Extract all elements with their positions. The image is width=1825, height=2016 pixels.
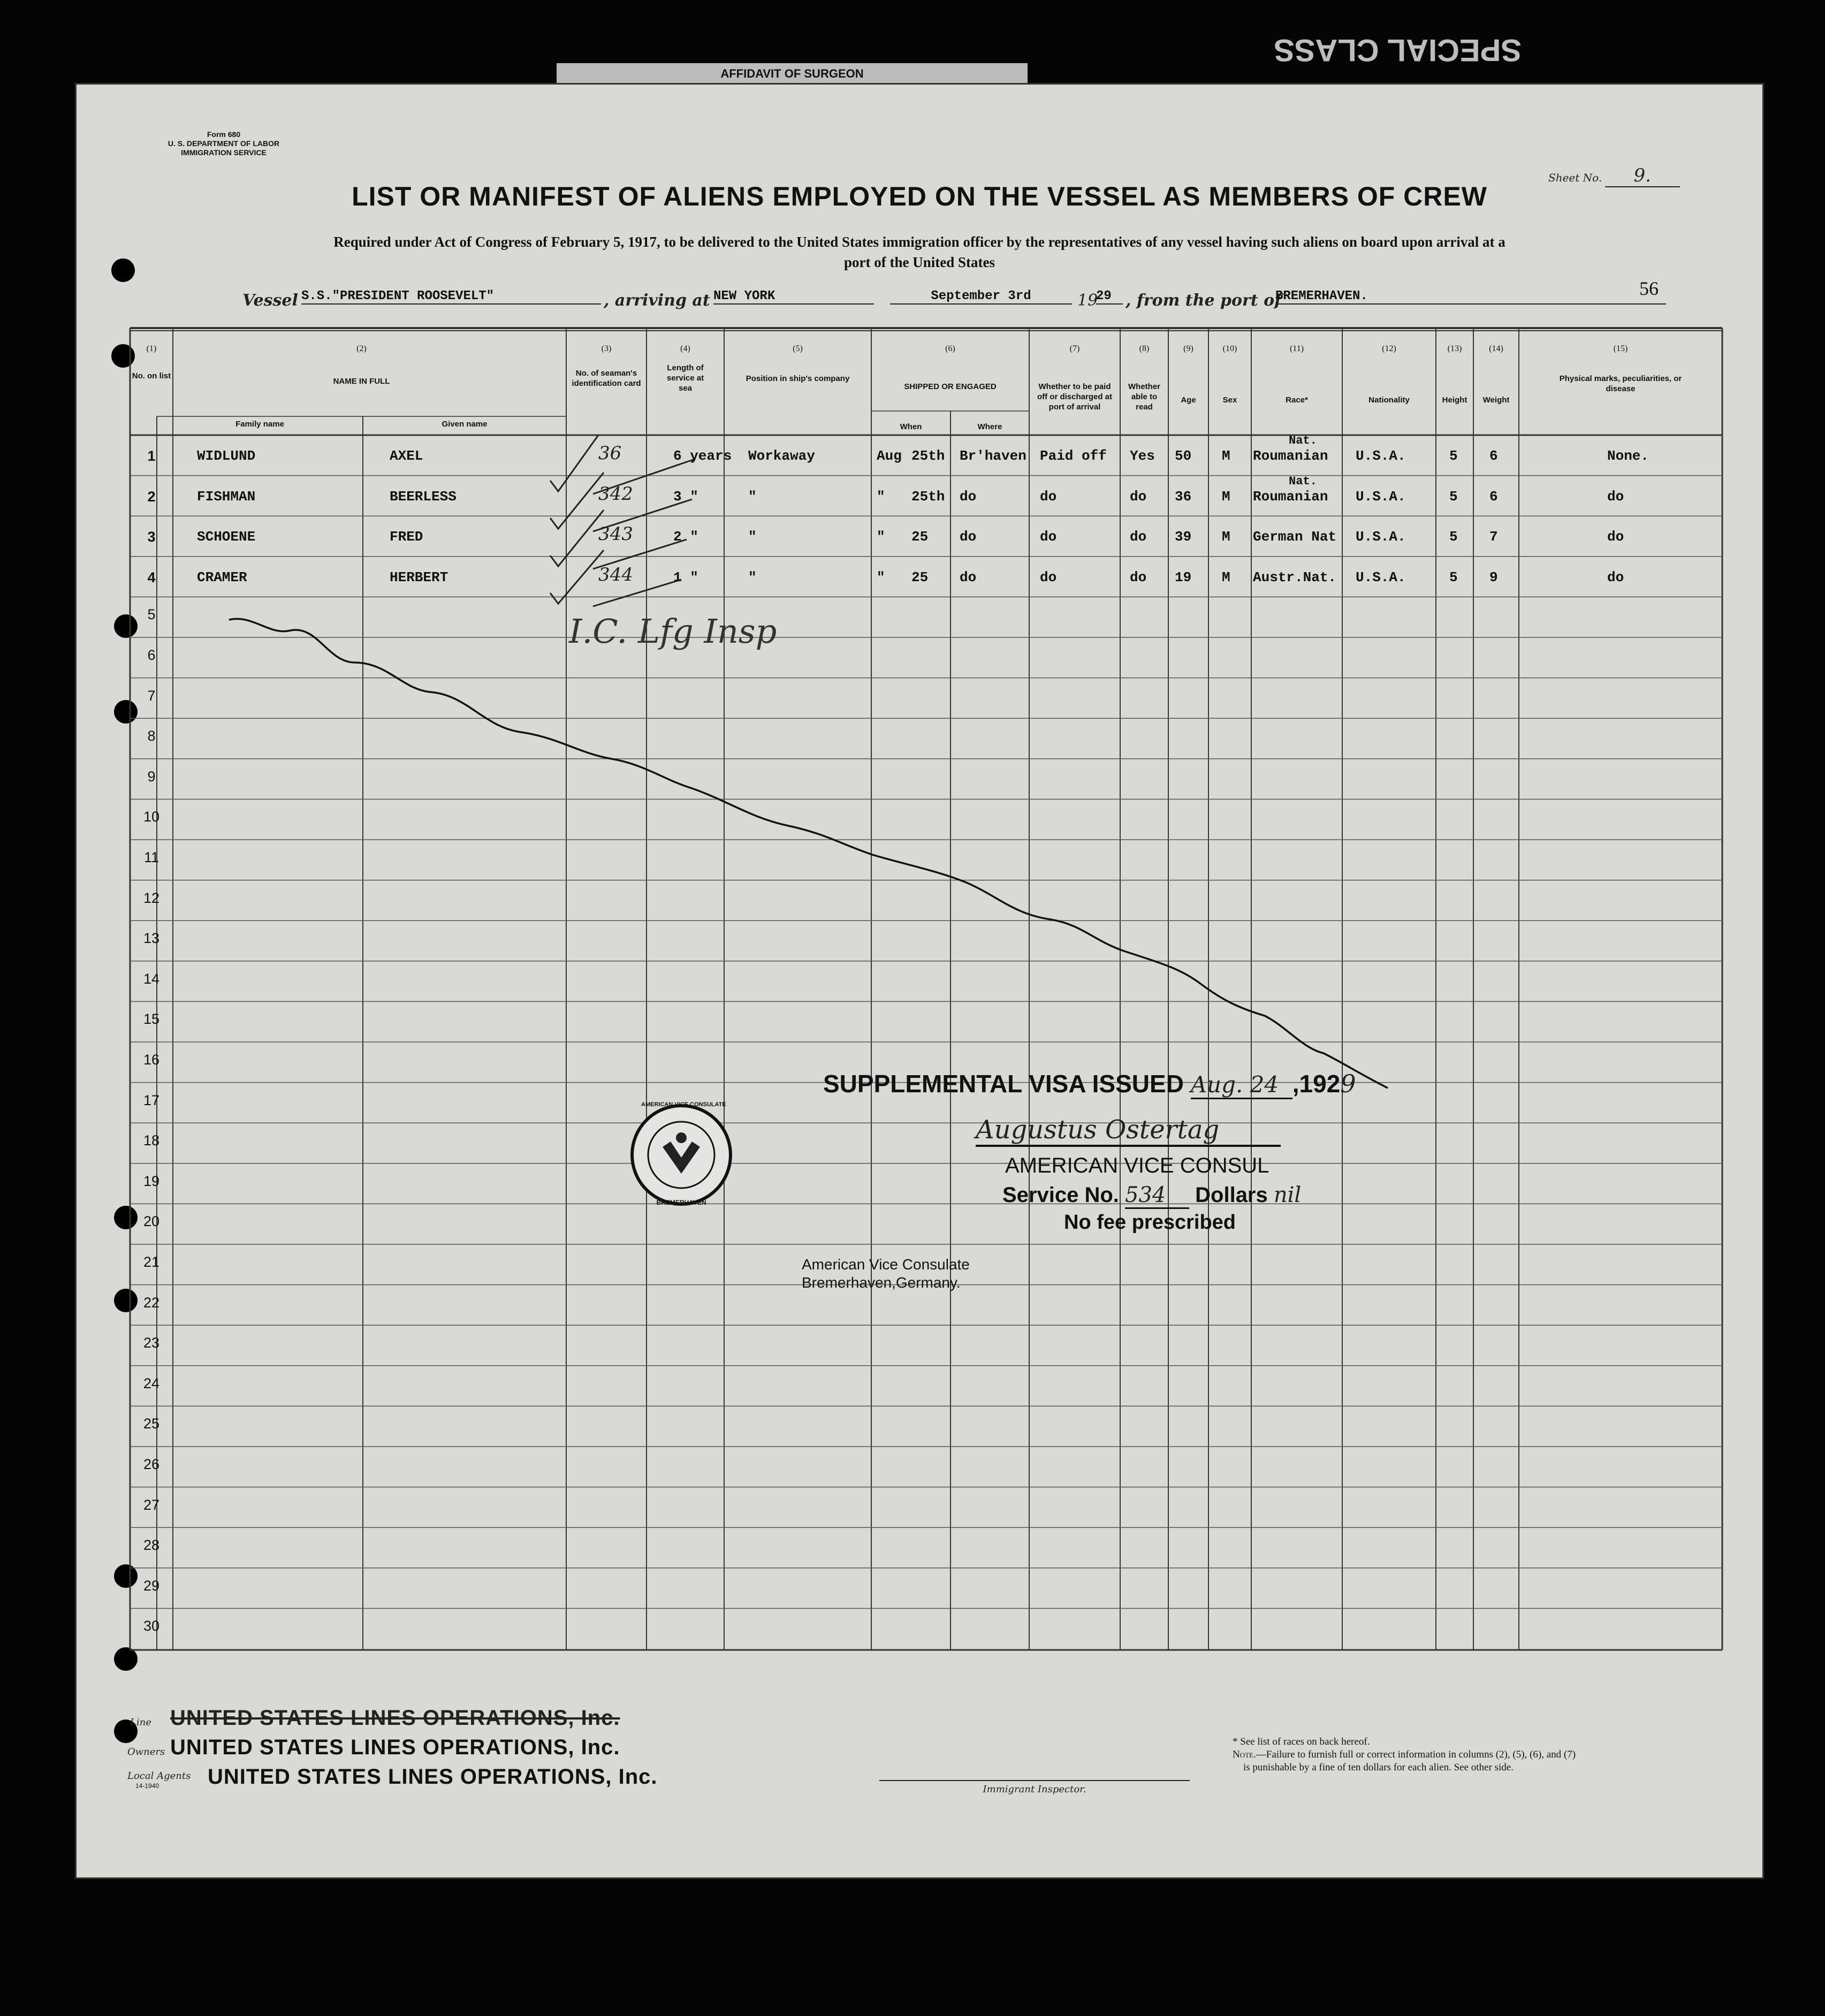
departure-port: BREMERHAVEN. [1275,289,1666,305]
col-num-6: (6) [945,344,955,353]
row-2-where: do [960,488,977,505]
row-2-read: do [1130,488,1147,505]
row-4-where: do [960,569,977,585]
row-4-race: Austr.Nat. [1253,569,1337,585]
row-2-age: 36 [1175,488,1192,505]
page-number: 56 [1639,278,1659,299]
header-given-name: Given name [442,420,488,429]
row-3-given: FRED [390,529,423,545]
row-2-service: 3 " [673,488,698,505]
row-3-sex: M [1222,529,1230,545]
col-num-7: (7) [1069,344,1080,353]
row-2-paid: do [1040,488,1057,505]
row-number-25: 25 [143,1416,160,1432]
row-3-no: 3 [147,529,156,545]
col-num-3: (3) [601,344,612,353]
row-3-where: do [960,529,977,545]
row-number-24: 24 [143,1375,160,1391]
header-name-in-full: NAME IN FULL [333,377,390,386]
row-1-weight: 6 [1489,448,1498,464]
header-paid-off: Whether to be paid off or discharged at port of arrival [1037,382,1113,412]
row-number-9: 9 [147,768,156,785]
row-3-weight: 7 [1489,529,1498,545]
header-sex: Sex [1222,395,1237,405]
row-number-30: 30 [143,1618,160,1634]
header-no-on-list: No. on list [132,371,171,381]
row-1-paid: Paid off [1040,448,1107,464]
row-2-race-top: Nat. [1289,474,1317,488]
row-4-position: " [748,569,757,585]
footer-form-code: 14-1940 [135,1782,159,1790]
row-3-position: " [748,529,757,545]
supplemental-visa-stamp [740,1069,1382,1294]
row-2-sex: M [1222,488,1230,505]
department-name: U. S. DEPARTMENT OF LABOR [168,139,280,148]
row-3-age: 39 [1175,529,1192,545]
row-4-family: CRAMER [197,569,247,585]
row-number-21: 21 [143,1254,160,1270]
row-2-weight: 6 [1489,488,1498,505]
arrival-date: September 3rd [890,289,1072,305]
row-4-sex: M [1222,569,1230,585]
footer-agents-label: Local Agents [127,1770,191,1782]
visa-year: 9 [1340,1069,1356,1098]
row-number-11: 11 [143,849,159,865]
header-when: When [900,422,922,431]
row-1-race: Roumanian [1253,448,1328,464]
row-number-15: 15 [143,1011,160,1028]
row-4-id-card: 344 [598,564,633,585]
header-able-read: Whether able to read [1128,382,1160,412]
col-num-2: (2) [356,344,367,353]
visa-date: Aug. 24 [1191,1071,1292,1099]
row-3-nationality: U.S.A. [1356,529,1406,545]
row-3-id-card: 343 [598,523,633,545]
row-4-nationality: U.S.A. [1356,569,1406,585]
row-number-10: 10 [143,809,160,825]
row-2-family: FISHMAN [197,488,256,505]
visa-issued-line: SUPPLEMENTAL VISA ISSUED Aug. 24 ,1929 [823,1069,1356,1098]
inspector-signature-line [879,1780,1190,1781]
header-position: Position in ship's company [746,374,850,383]
row-4-weight: 9 [1489,569,1498,585]
row-2-when-month: " [877,488,885,505]
row-4-given: HERBERT [390,569,448,585]
row-1-nationality: U.S.A. [1356,448,1406,464]
row-4-when-day: 25 [911,569,929,585]
row-2-nationality: U.S.A. [1356,488,1406,505]
row-number-7: 7 [147,687,156,704]
page-subtitle: Required under Act of Congress of February 5, 1917, to be delivered to the United States immigration officer by the representatives of any vessel having such aliens on board upon arrival at a port of the United States [333,234,1505,270]
row-4-physical: do [1607,569,1624,585]
header-where: Where [977,422,1002,431]
row-number-23: 23 [143,1335,160,1351]
seal-top-text: AMERICAN VICE CONSULATE [641,1101,726,1108]
row-3-when-day: 25 [911,529,929,545]
sheet-number: Sheet No. 9. [1548,165,1680,187]
vessel-name: S.S."PRESIDENT ROOSEVELT" [301,289,601,305]
form-number: Form 680 [207,130,241,139]
row-1-sex: M [1222,448,1230,464]
row-3-read: do [1130,529,1147,545]
col-num-4: (4) [680,344,690,353]
row-2-position: " [748,488,757,505]
row-2-no: 2 [147,488,156,505]
consulate-name: American Vice Consulate Bremerhaven,Germany. [802,1256,970,1291]
row-1-read: Yes [1130,448,1155,464]
row-4-no: 4 [147,569,156,585]
footer-line-company: UNITED STATES LINES OPERATIONS, Inc. [170,1706,620,1730]
col-num-10: (10) [1222,344,1237,353]
row-number-18: 18 [143,1132,160,1149]
col-num-14: (14) [1489,344,1503,353]
header-length-service: Length of service at sea [666,363,704,393]
consulate-seal [632,1106,731,1204]
row-number-19: 19 [143,1173,160,1189]
row-number-6: 6 [147,647,156,663]
row-3-race: German Nat [1253,529,1337,545]
row-3-when-month: " [877,529,885,545]
row-1-service: 6 years [673,448,732,464]
service-number: 534 [1125,1183,1189,1209]
row-1-race-top: Nat. [1289,434,1317,447]
row-1-physical: None. [1607,448,1649,464]
header-nationality: Nationality [1368,395,1410,405]
consul-signature: Augustus Ostertag [976,1115,1281,1147]
no-fee-text: No fee prescribed [1064,1211,1236,1234]
row-1-family: WIDLUND [197,448,256,464]
col-num-9: (9) [1183,344,1193,353]
row-2-when-day: 25th [911,488,945,505]
row-1-position: Workaway [748,448,815,464]
row-number-29: 29 [143,1577,160,1594]
header-weight: Weight [1482,395,1510,405]
footer-agents-company: UNITED STATES LINES OPERATIONS, Inc. [208,1765,658,1789]
row-1-height: 5 [1449,448,1458,464]
page-title: LIST OR MANIFEST OF ALIENS EMPLOYED ON THE VESSEL AS MEMBERS OF CREW [352,181,1487,211]
affidavit-strip: AFFIDAVIT OF SURGEON [557,63,1028,85]
row-1-given: AXEL [390,448,423,464]
row-number-22: 22 [143,1294,160,1311]
row-2-id-card: 342 [598,483,633,505]
row-3-physical: do [1607,529,1624,545]
header-seaman-id: No. of seaman's identification card [572,369,641,388]
footer-line-label: Line [130,1717,151,1728]
header-physical: Physical marks, peculiarities, or disease [1559,374,1682,393]
col-num-1: (1) [146,344,157,353]
row-3-paid: do [1040,529,1057,545]
row-number-8: 8 [147,728,156,744]
row-number-5: 5 [147,606,156,623]
cancel-line [229,619,1388,1088]
sheet-number-value: 9. [1605,165,1680,187]
row-1-age: 50 [1175,448,1192,464]
manifest-sheet [75,83,1764,1879]
row-4-read: do [1130,569,1147,585]
service-name: IMMIGRATION SERVICE [181,148,267,157]
row-2-given: BEERLESS [390,488,457,505]
row-number-14: 14 [143,970,160,987]
arrival-year: 29 [1096,289,1123,305]
row-3-service: 2 " [673,529,698,545]
row-4-age: 19 [1175,569,1192,585]
dollars-value: nil [1273,1183,1302,1207]
row-1-when-month: Aug [877,448,902,464]
seal-bottom-text: BREMERHAVEN [656,1199,706,1206]
inspector-label: Immigrant Inspector. [983,1784,1086,1795]
col-num-13: (13) [1447,344,1462,353]
row-number-20: 20 [143,1213,160,1230]
service-line: Service No. 534 Dollars nil [1002,1183,1301,1209]
footer-owners-company: UNITED STATES LINES OPERATIONS, Inc. [170,1736,620,1759]
row-4-service: 1 " [673,569,698,585]
row-1-id-card: 36 [598,443,622,464]
row-4-height: 5 [1449,569,1458,585]
header-height: Height [1442,395,1467,405]
row-2-height: 5 [1449,488,1458,505]
row-4-paid: do [1040,569,1057,585]
header-shipped: SHIPPED OR ENGAGED [904,382,997,391]
header-family-name: Family name [235,420,284,429]
row-2-physical: do [1607,488,1624,505]
row-number-28: 28 [143,1537,160,1554]
footer-owners-label: Owners [127,1746,165,1758]
col-num-11: (11) [1289,344,1304,353]
footer-notes: * See list of races on back hereof. Note.—Failure to furnish full or correct information in columns (2), (5), (6), and (7) is punishable by a fine of ten dollars for each alien. See other side. [1233,1736,1576,1773]
header-race: Race* [1286,395,1308,405]
vessel-line: Vessel S.S."PRESIDENT ROOSEVELT" , arriving at NEW YORK September 3rd 19 29 , from the port of BREMERHAVEN. [242,289,1671,316]
row-number-16: 16 [143,1052,160,1068]
row-1-where: Br'haven [960,448,1026,464]
consul-title: AMERICAN VICE CONSUL [1005,1154,1269,1177]
row-4-when-month: " [877,569,885,585]
col-num-15: (15) [1613,344,1628,353]
corner-class-stamp: SPECIAL CLASS [1274,33,1522,67]
row-3-height: 5 [1449,529,1458,545]
row-number-17: 17 [143,1092,160,1108]
inspector-handwritten-note: I.C. Lfg Insp [569,612,777,651]
header-age: Age [1181,395,1196,405]
row-number-12: 12 [143,889,160,906]
col-num-8: (8) [1139,344,1150,353]
row-3-family: SCHOENE [197,529,256,545]
row-1-no: 1 [147,448,156,464]
row-2-race: Roumanian [1253,488,1328,505]
col-num-5: (5) [793,344,803,353]
row-number-13: 13 [143,930,160,947]
row-number-26: 26 [143,1456,160,1472]
row-1-when-day: 25th [911,448,945,464]
row-number-27: 27 [143,1496,160,1513]
col-num-12: (12) [1382,344,1396,353]
arrival-port: NEW YORK [713,289,874,305]
